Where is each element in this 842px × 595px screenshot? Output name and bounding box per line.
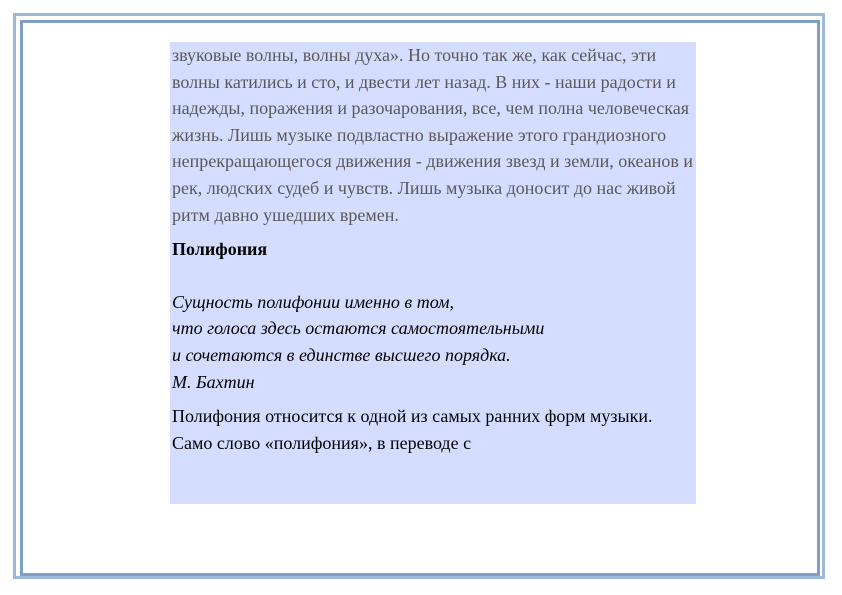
epigraph-line: и сочетаются в единстве высшего порядка. — [172, 344, 511, 365]
text-box[interactable] — [170, 42, 696, 504]
epigraph-author: М. Бахтин — [172, 371, 255, 392]
epigraph-line: что голоса здесь остаются самостоятельными — [172, 318, 545, 339]
intro-paragraph: звуковые волны, волны духа». Но точно так же, как сейчас, эти волны катились и сто, и двести лет назад. В них - наши радости и надежды, поражения и разочарования, все, чем полна человеческая жизнь. Лишь музыке подвластно выражение этого грандиозного непрекращающегося движения - движения звезд и земли, океанов и рек, людских судеб и чувств. Лишь музыка доносит до нас живой ритм давно ушедших времен. — [172, 45, 693, 225]
section-heading: Полифония — [172, 239, 268, 260]
epigraph-line: Сущность полифонии именно в том, — [172, 291, 455, 312]
epigraph — [170, 289, 696, 395]
closing-paragraph: Полифония относится к одной из самых ранних форм музыки. Само слово «полифония», в переводе с — [172, 406, 653, 453]
